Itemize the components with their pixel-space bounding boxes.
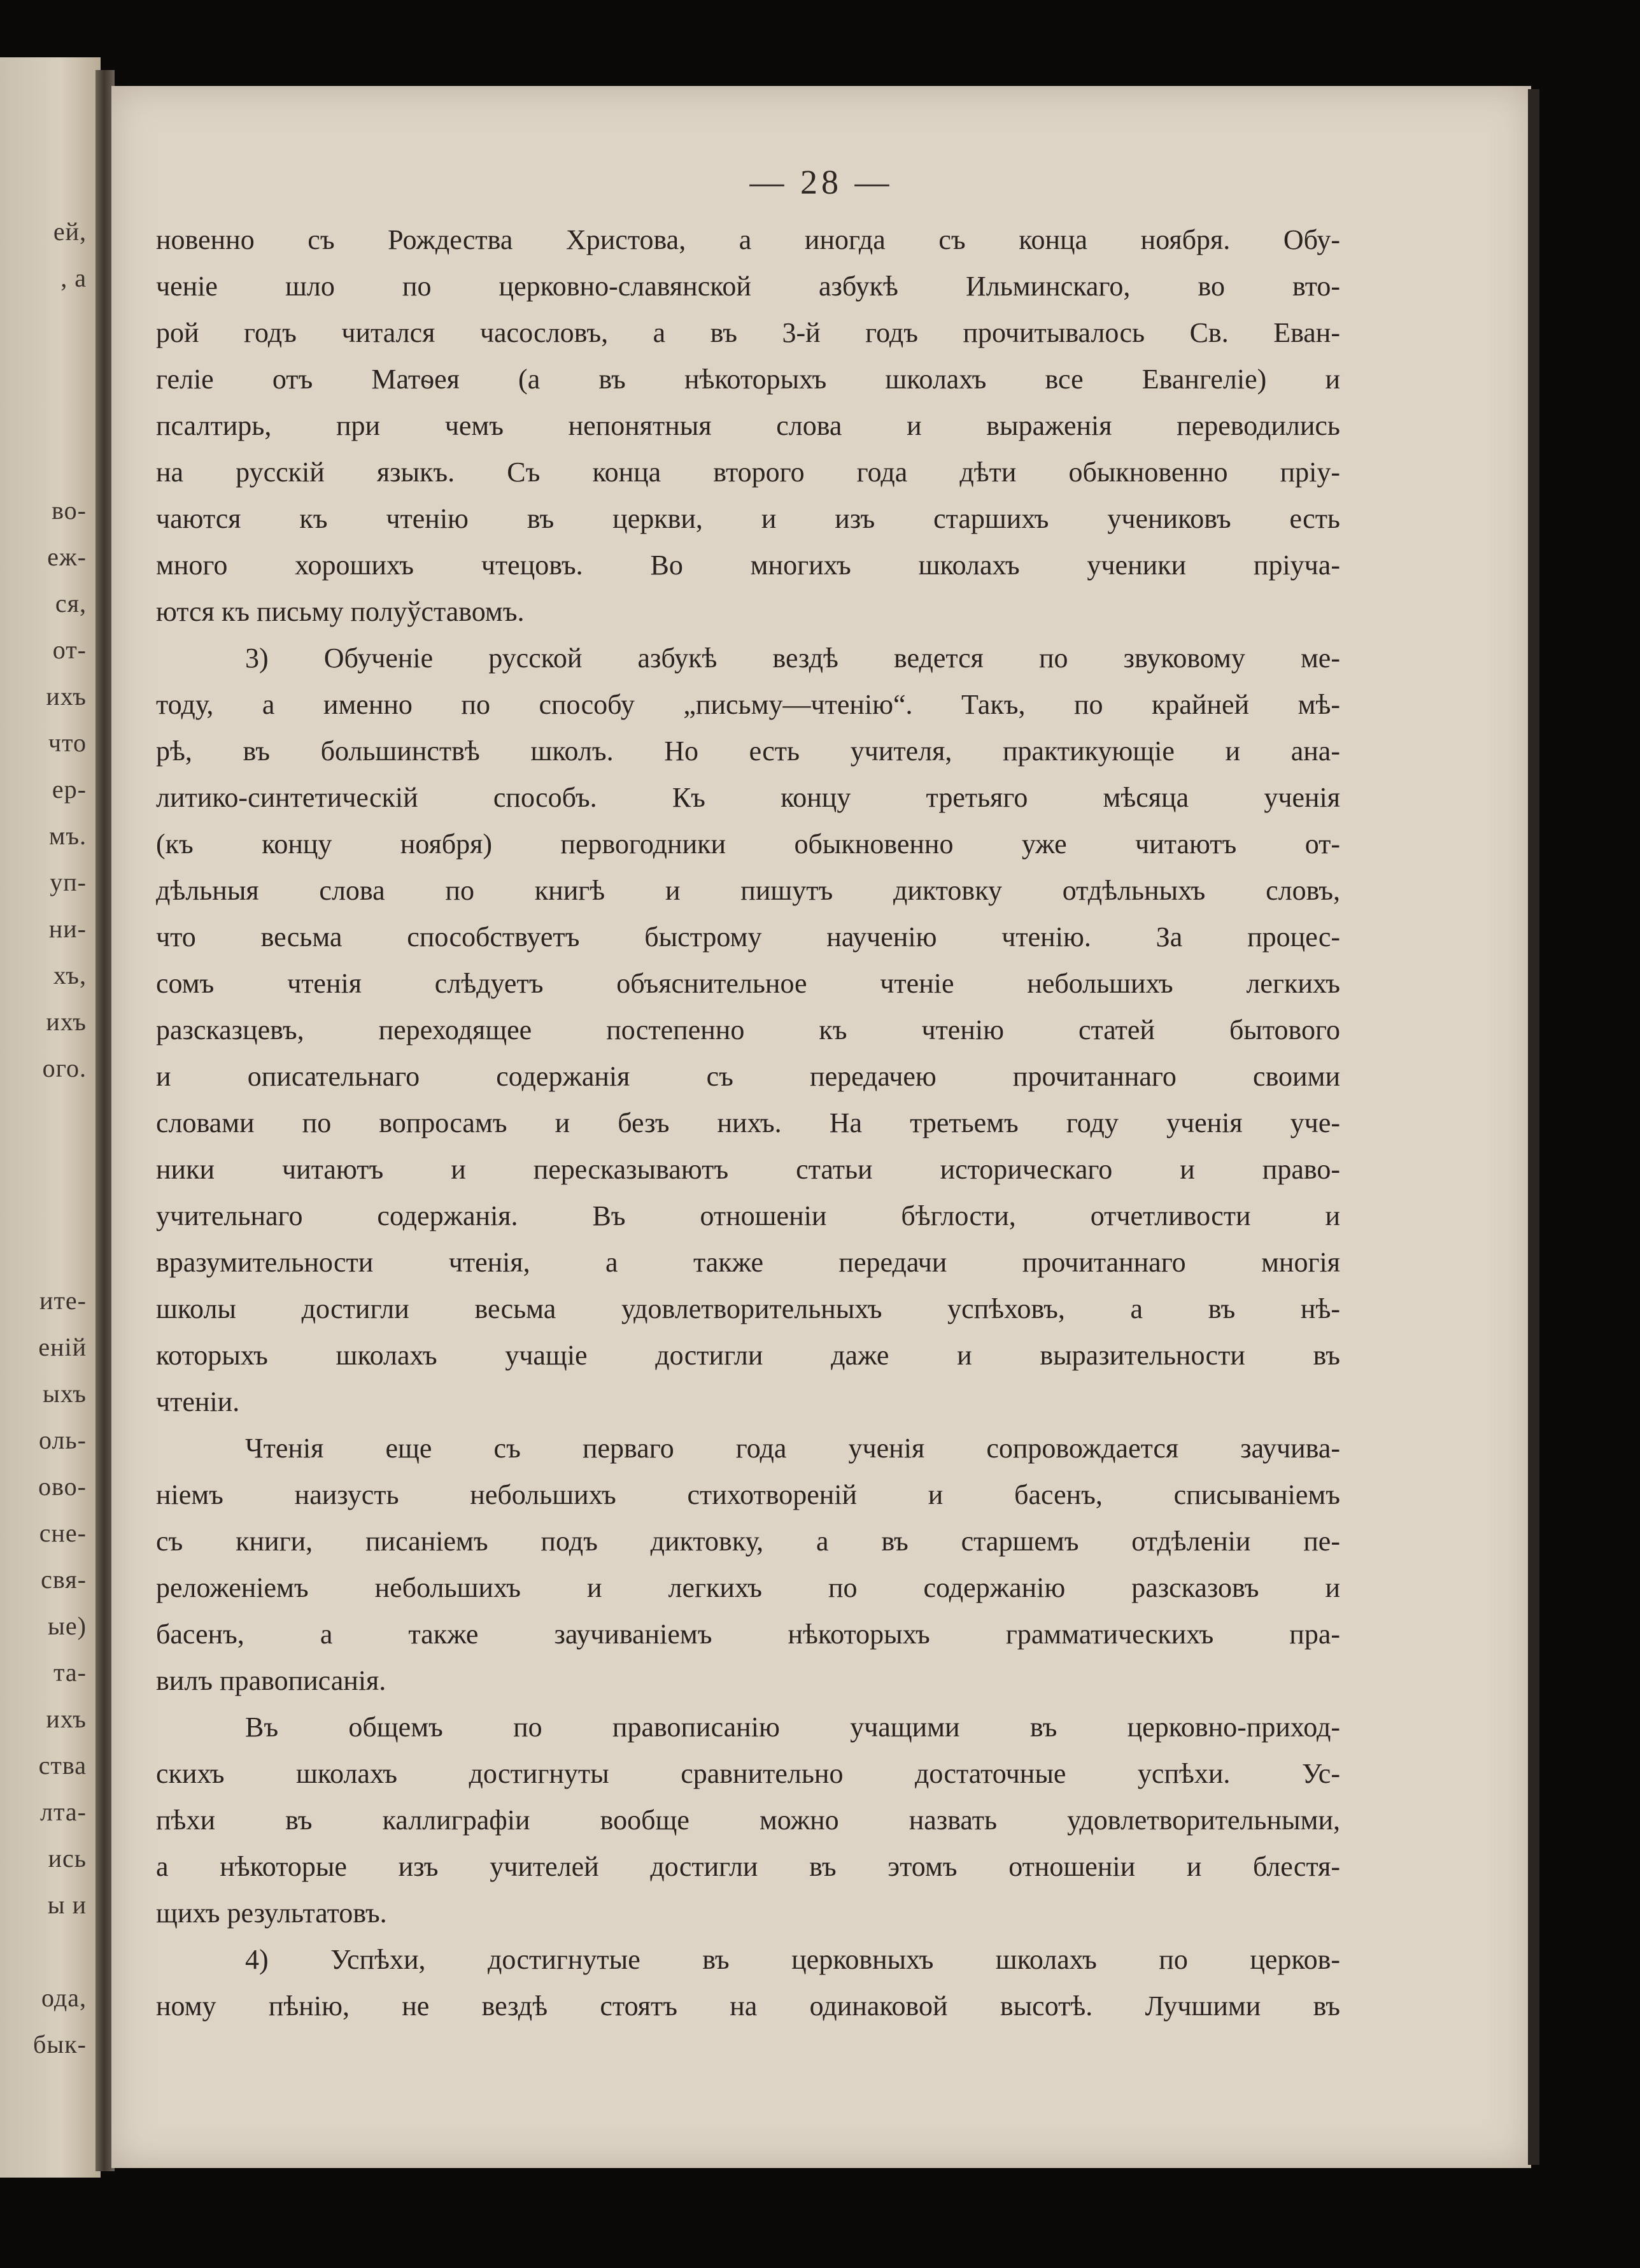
text-line: рѣ, въ большинствѣ школъ. Но есть учителя, практикующіе и ана-	[156, 735, 1340, 767]
text-line: которыхъ школахъ учащіе достигли даже и выразительности въ	[156, 1340, 1340, 1371]
text-line: литико-синтетическій способъ. Къ концу третьяго мѣсяца ученія	[156, 782, 1340, 813]
left-page-fragment: уп-	[50, 868, 87, 897]
text-line: учительнаго содержанія. Въ отношеніи бѣглости, отчетливости и	[156, 1200, 1340, 1231]
text-line: ніемъ наизусть небольшихъ стихотвореній и басенъ, списываніемъ	[156, 1479, 1340, 1510]
left-page-fragment: , а	[60, 264, 87, 292]
text-line: на русскій языкъ. Съ конца второго года дѣти обыкновенно пріу-	[156, 457, 1340, 488]
left-page-fragment: еж-	[47, 542, 87, 571]
page-body-text	[156, 216, 1340, 2029]
left-page-fragment: та-	[53, 1658, 87, 1687]
left-page-fragment: свя-	[41, 1565, 87, 1594]
left-page-fragment: что	[48, 728, 87, 757]
text-line: сомъ чтенія слѣдуетъ объяснительное чтеніе небольшихъ легкихъ	[156, 968, 1340, 999]
text-line: дѣльныя слова по книгѣ и пишутъ диктовку отдѣльныхъ словъ,	[156, 875, 1340, 906]
page-number: — 28 —	[749, 163, 893, 201]
book-page	[111, 86, 1531, 2168]
left-page-fragment: ись	[48, 1844, 87, 1873]
left-page-fragment: ы и	[47, 1890, 87, 1919]
text-line: тоду, а именно по способу „письму—чтенію“. Такъ, по крайней мѣ-	[156, 689, 1340, 720]
left-page-fragment: ихъ	[46, 1705, 87, 1733]
left-page-fragment: бык-	[33, 2030, 87, 2059]
left-page-fragment: ихъ	[46, 682, 87, 711]
text-line: ются къ письму полуўставомъ.	[156, 596, 525, 627]
left-page-fragment: от-	[52, 635, 87, 664]
left-page-fragment: ые)	[48, 1612, 87, 1640]
left-page-fragment: ер-	[52, 775, 87, 804]
text-line: а нѣкоторые изъ учителей достигли въ этомъ отношеніи и блестя-	[156, 1851, 1340, 1882]
text-line: словами по вопросамъ и безъ нихъ. На третьемъ году ученія уче-	[156, 1107, 1340, 1138]
text-line: щихъ результатовъ.	[156, 1897, 387, 1929]
left-page-fragment: ого.	[42, 1054, 87, 1082]
text-line: вразумительности чтенія, а также передачи прочитаннаго многія	[156, 1247, 1340, 1278]
left-page-fragment: ни-	[48, 914, 87, 943]
left-page-fragment: сне-	[39, 1519, 87, 1547]
left-page-fragment: мъ.	[49, 821, 87, 850]
left-page-edge	[0, 57, 101, 2178]
left-page-fragment: хъ,	[53, 961, 87, 989]
text-line: Чтенія еще съ перваго года ученія сопровождается заучива-	[245, 1433, 1340, 1464]
left-page-fragment: во-	[52, 496, 87, 525]
text-line: басенъ, а также заучиваніемъ нѣкоторыхъ грамматическихъ пра-	[156, 1619, 1340, 1650]
left-page-fragment: ей,	[53, 217, 87, 246]
text-line: новенно съ Рождества Христова, а иногда съ конца ноября. Обу-	[156, 224, 1340, 255]
text-line: 3) Обученіе русской азбукѣ вездѣ ведется по звуковому ме-	[245, 642, 1340, 674]
text-line: геліе отъ Матѳея (а въ нѣкоторыхъ школахъ все Евангеліе) и	[156, 364, 1340, 395]
text-line: что весьма способствуетъ быстрому наученію чтенію. За процес-	[156, 921, 1340, 953]
page-right-edge	[1528, 89, 1539, 2165]
text-line: пѣхи въ каллиграфіи вообще можно назвать удовлетворительными,	[156, 1804, 1340, 1836]
text-line: реложеніемъ небольшихъ и легкихъ по содержанію разсказовъ и	[156, 1572, 1340, 1603]
text-line: 4) Успѣхи, достигнутые въ церковныхъ школахъ по церков-	[245, 1944, 1340, 1975]
left-page-fragment: оль-	[39, 1426, 87, 1454]
text-line: ному пѣнію, не вездѣ стоятъ на одинаковой высотѣ. Лучшими въ	[156, 1990, 1340, 2022]
text-line: (къ концу ноября) первогодники обыкновенно уже читаютъ от-	[156, 828, 1340, 860]
text-line: и описательнаго содержанія съ передачею прочитаннаго своими	[156, 1061, 1340, 1092]
text-line: псалтирь, при чемъ непонятныя слова и выраженія переводились	[156, 410, 1340, 441]
text-line: скихъ школахъ достигнуты сравнительно достаточные успѣхи. Ус-	[156, 1758, 1340, 1789]
left-page-fragment: ся,	[55, 589, 87, 618]
left-page-fragment: ства	[38, 1751, 87, 1780]
left-page-fragment: ово-	[38, 1472, 87, 1501]
text-line: разсказцевъ, переходящее постепенно къ чтенію статей бытового	[156, 1014, 1340, 1045]
left-page-fragment: ихъ	[46, 1007, 87, 1036]
text-line: чтеніи.	[156, 1386, 240, 1417]
text-line: рой годъ читался часословъ, а въ 3-й годъ прочитывалось Св. Еван-	[156, 317, 1340, 348]
text-line: ченіе шло по церковно-славянской азбукѣ Ильминскаго, во вто-	[156, 271, 1340, 302]
left-page-fragment: ыхъ	[42, 1379, 87, 1408]
text-line: много хорошихъ чтецовъ. Во многихъ школахъ ученики пріуча-	[156, 549, 1340, 581]
text-line: съ книги, писаніемъ подъ диктовку, а въ старшемъ отдѣленіи пе-	[156, 1526, 1340, 1557]
left-page-fragment: лта-	[39, 1797, 87, 1826]
left-page-fragment: еній	[38, 1333, 87, 1361]
text-line: Въ общемъ по правописанію учащими въ церковно-приход-	[245, 1712, 1340, 1743]
text-line: вилъ правописанія.	[156, 1665, 386, 1696]
left-page-fragment: ода,	[41, 1983, 87, 2012]
text-line: чаются къ чтенію въ церкви, и изъ старшихъ учениковъ есть	[156, 503, 1340, 534]
left-page-fragment: ите-	[39, 1286, 87, 1315]
text-line: ники читаютъ и пересказываютъ статьи историческаго и право-	[156, 1154, 1340, 1185]
text-line: школы достигли весьма удовлетворительныхъ успѣховъ, а въ нѣ-	[156, 1293, 1340, 1324]
